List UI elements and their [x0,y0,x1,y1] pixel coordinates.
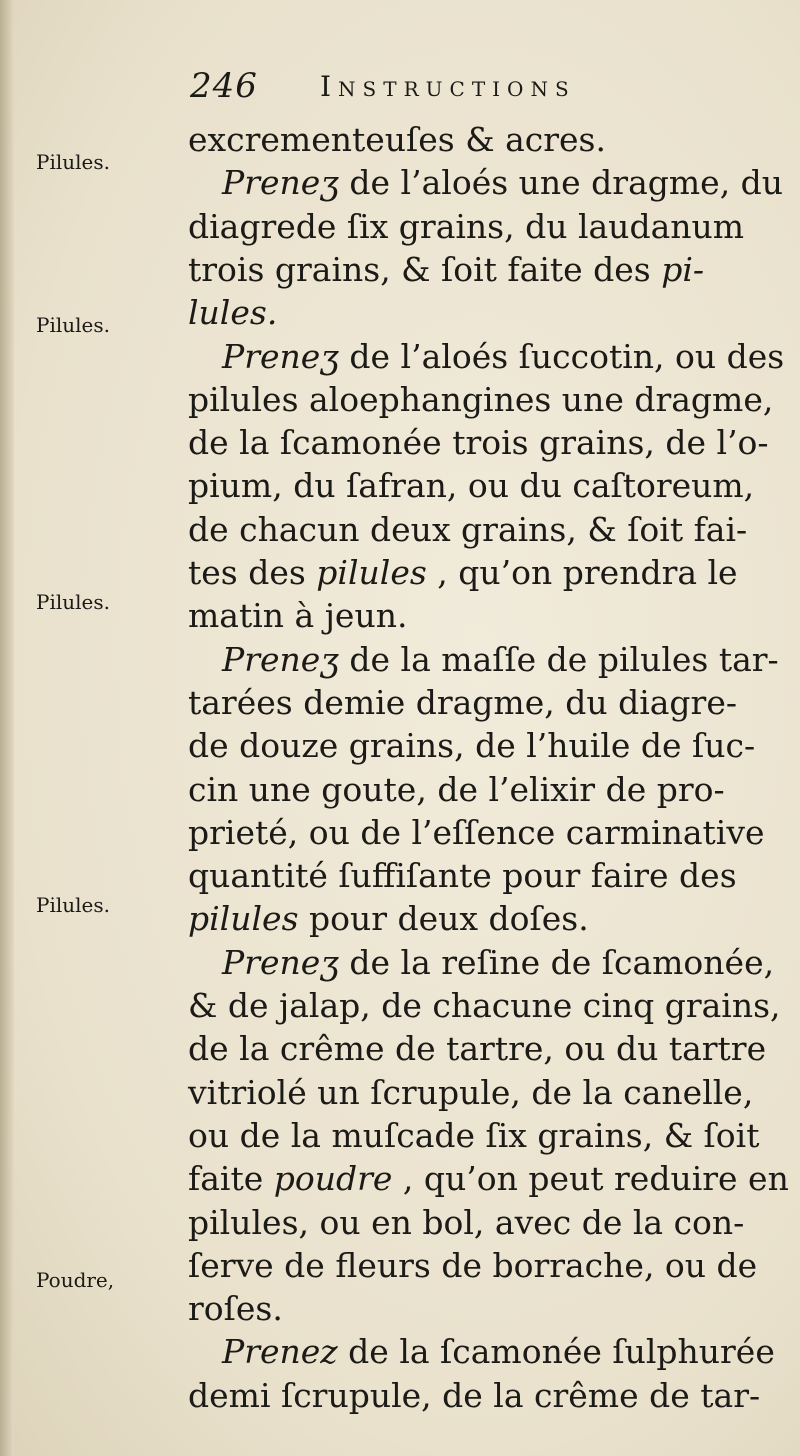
text-line [188,854,744,898]
text-line [188,205,744,249]
text-run: de la crême de tartre, ou du tartre [188,1029,767,1068]
text-run: de l’aloés une dragme, du [338,163,784,202]
text-run: matin à jeun. [188,596,408,635]
text-run: vitriolé un ſcrupule, de la canelle, [188,1073,754,1112]
running-header [190,66,750,118]
italic-term: Preneʒ [222,163,339,202]
italic-term: Prenez [222,1332,338,1371]
text-line [188,681,744,725]
text-run: ſerve de fleurs de borrache, ou de [188,1246,758,1285]
text-run: de la ſcamonée trois grains, de l’o- [188,423,769,462]
text-run: de la maſſe de pilules tar- [338,640,779,679]
text-line [188,984,781,1028]
page-gutter-shadow [0,0,14,1456]
text-run: de l’aloés ſuccotin, ou des [338,337,785,376]
text-line [222,1330,775,1374]
text-line [188,811,765,855]
text-run: roſes. [188,1289,283,1328]
page-number: 246 [190,66,258,106]
text-line [222,941,775,985]
text-run: quantité ſuffiſante pour faire des [188,856,737,895]
text-line [188,248,744,292]
italic-term: poudre [273,1159,393,1198]
text-run: prieté, ou de l’eſſence carminative [188,813,765,852]
text-line [222,638,779,682]
italic-term: pilules [188,899,299,938]
text-run: trois grains, & ſoit faite des [188,250,662,289]
text-run: diagrede ſix grains, du laudanum [188,207,745,246]
italic-term: Preneʒ [222,943,339,982]
text-run: de la reſine de ſcamonée, [338,943,775,982]
italic-term: pi- [661,250,705,289]
italic-term: Preneʒ [222,337,339,376]
text-line [222,161,784,205]
running-title: Instructions [320,70,576,103]
text-line [188,1027,767,1071]
text-line [188,1287,744,1331]
text-line [188,421,769,465]
text-run: , qu’on peut reduire en [392,1159,789,1198]
text-line [188,594,744,638]
text-run: pilules, ou en bol, avec de la con- [188,1203,745,1242]
text-run: pour deux doſes. [298,899,589,938]
italic-term: Preneʒ [222,640,339,679]
text-line [188,724,756,768]
text-line [188,1071,754,1115]
text-run: tarées demie dragme, du diagre- [188,683,738,722]
text-line [188,897,744,941]
italic-term: lules. [188,293,278,332]
text-line [188,551,744,595]
text-run: , qu’on prendra le [426,553,738,592]
text-line [188,118,744,162]
text-run: faite [188,1159,274,1198]
text-line [188,378,774,422]
text-run: de la ſcamonée ſulphurée [337,1332,775,1371]
text-run: tes des [188,553,317,592]
text-line [188,1374,761,1418]
margin-note-pilules-4: Pilules. [36,893,110,917]
text-line [188,291,744,335]
text-run: & de jalap, de chacune cinq grains, [188,986,781,1025]
text-line [188,768,744,812]
text-run: excrementeuſes & acres. [188,120,606,159]
text-line [222,335,785,379]
text-line [188,508,748,552]
text-line [188,1157,789,1201]
italic-term: pilules [316,553,427,592]
text-run: de chacun deux grains, & ſoit fai- [188,510,748,549]
text-line [188,464,755,508]
text-line [188,1244,758,1288]
margin-note-pilules-1: Pilules. [36,150,110,174]
text-run: demi ſcrupule, de la crême de tar- [188,1376,761,1415]
margin-note-pilules-2: Pilules. [36,313,110,337]
text-run: de douze grains, de l’huile de ſuc- [188,726,756,765]
text-line [188,1201,744,1245]
text-run: cin une goute, de l’elixir de pro- [188,770,725,809]
text-run: pilules aloephangines une dragme, [188,380,774,419]
margin-note-pilules-3: Pilules. [36,590,110,614]
text-run: pium, du ſafran, ou du caſtoreum, [188,466,755,505]
text-line [188,1114,760,1158]
text-run: ou de la muſcade ſix grains, & ſoit [188,1116,760,1155]
margin-note-poudre: Poudre, [36,1268,115,1292]
